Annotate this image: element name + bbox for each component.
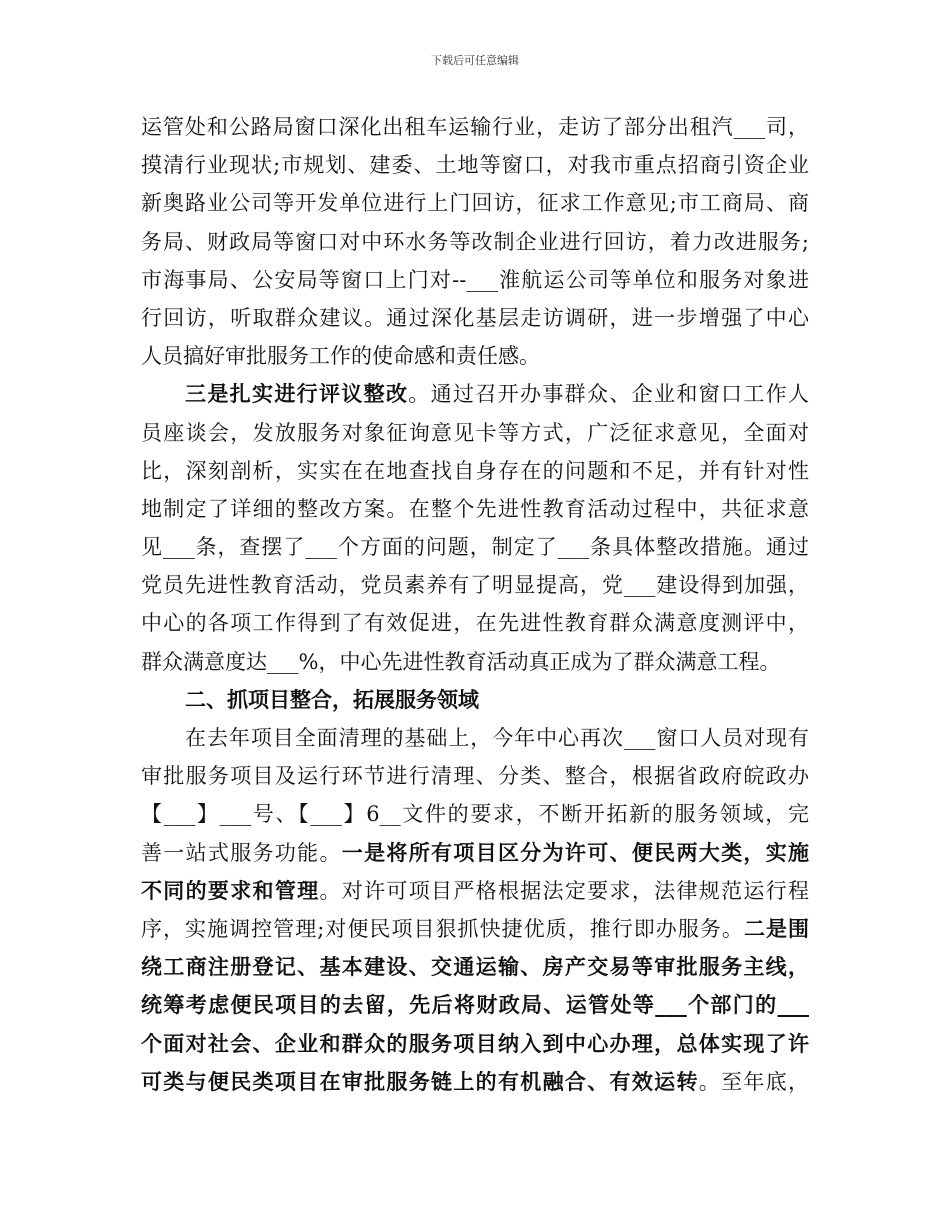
text-line xyxy=(141,452,809,490)
text-segment: 序，实施调控管理;对便民项目狠抓快捷优质，推行即办服务。 xyxy=(141,916,744,941)
text-line xyxy=(141,337,809,375)
text-line xyxy=(141,566,809,604)
text-segment: 中心的各项工作得到了有效促进，在先进性教育群众满意度测评中， xyxy=(141,611,809,636)
text-line xyxy=(141,719,809,757)
text-line xyxy=(141,528,809,566)
text-segment: 摸清行业现状;市规划、建委、土地等窗口，对我市重点招商引资企业 xyxy=(141,153,809,178)
text-segment: 。至年底， xyxy=(698,1069,810,1094)
text-segment: 善一站式服务功能。 xyxy=(141,840,342,865)
text-segment: 。对许可项目严格根据法定要求，法律规范运行程 xyxy=(319,878,809,903)
text-line xyxy=(141,1063,809,1101)
text-line xyxy=(141,986,809,1024)
text-line xyxy=(141,910,809,948)
text-line xyxy=(141,184,809,222)
page-header: 下载后可任意编辑 xyxy=(431,54,519,67)
text-line xyxy=(141,299,809,337)
text-segment: 市海事局、公安局等窗口上门对--___淮航运公司等单位和服务对象进 xyxy=(141,267,809,292)
text-line xyxy=(141,223,809,261)
bold-text-segment: 个面对社会、企业和群众的服务项目纳入到中心办理，总体实现了许 xyxy=(141,1030,809,1056)
bold-text-segment: 可类与便民类项目在审批服务链上的有机融合、有效运转 xyxy=(141,1068,699,1094)
text-segment: 务局、财政局等窗口对中环水务等改制企业进行回访，着力改进服务; xyxy=(141,229,809,254)
text-line xyxy=(141,261,809,299)
text-segment: 员座谈会，发放服务对象征询意见卡等方式，广泛征求意见，全面对 xyxy=(141,420,809,445)
text-line xyxy=(141,948,809,986)
text-segment: 比，深刻剖析，实实在在地查找自身存在的问题和不足，并有针对性 xyxy=(141,458,809,483)
bold-text-segment: 绕工商注册登记、基本建设、交通运输、房产交易等审批服务主线， xyxy=(141,954,809,980)
text-line xyxy=(141,375,809,413)
text-segment: 。通过召开办事群众、企业和窗口工作人 xyxy=(408,382,810,407)
text-segment: 见___条，查摆了___个方面的问题，制定了___条具体整改措施。通过 xyxy=(141,535,809,560)
bold-text-segment: 二是围 xyxy=(743,915,809,941)
text-segment: 【___】___号、【___】6__文件的要求，不断开拓新的服务领域，完 xyxy=(141,802,809,827)
document-body xyxy=(141,108,809,1101)
text-segment: 运管处和公路局窗口深化出租车运输行业，走访了部分出租汽___司， xyxy=(141,115,809,139)
text-line xyxy=(141,108,809,146)
text-line xyxy=(141,681,809,719)
bold-text-segment: 一是将所有项目区分为许可、便民两大类，实施 xyxy=(341,839,810,865)
text-line xyxy=(141,490,809,528)
text-segment: 党员先进性教育活动，党员素养有了明显提高，党___建设得到加强， xyxy=(141,573,809,598)
text-line xyxy=(141,414,809,452)
text-line xyxy=(141,872,809,910)
bold-text-segment: 二、抓项目整合，拓展服务领域 xyxy=(185,686,479,712)
text-segment: 行回访，听取群众建议。通过深化基层走访调研，进一步增强了中心 xyxy=(141,305,809,330)
text-segment: 审批服务项目及运行环节进行清理、分类、整合，根据省政府皖政办 xyxy=(141,764,809,789)
text-line xyxy=(141,643,809,681)
text-line xyxy=(141,795,809,833)
text-segment: 在去年项目全面清理的基础上，今年中心再次___窗口人员对现有 xyxy=(185,726,809,750)
text-line xyxy=(141,834,809,872)
text-segment: 群众满意度达___%，中心先进性教育活动真正成为了群众满意工程。 xyxy=(141,649,781,674)
text-segment: 人员搞好审批服务工作的使命感和责任感。 xyxy=(141,344,540,369)
text-segment: 新奥路业公司等开发单位进行上门回访，征求工作意见;市工商局、商 xyxy=(141,191,809,216)
text-line xyxy=(141,604,809,642)
text-segment: 地制定了详细的整改方案。在整个先进性教育活动过程中，共征求意 xyxy=(141,496,809,521)
bold-text-segment: 统筹考虑便民项目的去留，先后将财政局、运管处等___个部门的___ xyxy=(141,992,809,1018)
text-line xyxy=(141,1025,809,1063)
text-line xyxy=(141,757,809,795)
bold-text-segment: 三是扎实进行评议整改 xyxy=(185,381,409,407)
bold-text-segment: 不同的要求和管理 xyxy=(141,877,320,903)
text-line xyxy=(141,146,809,184)
